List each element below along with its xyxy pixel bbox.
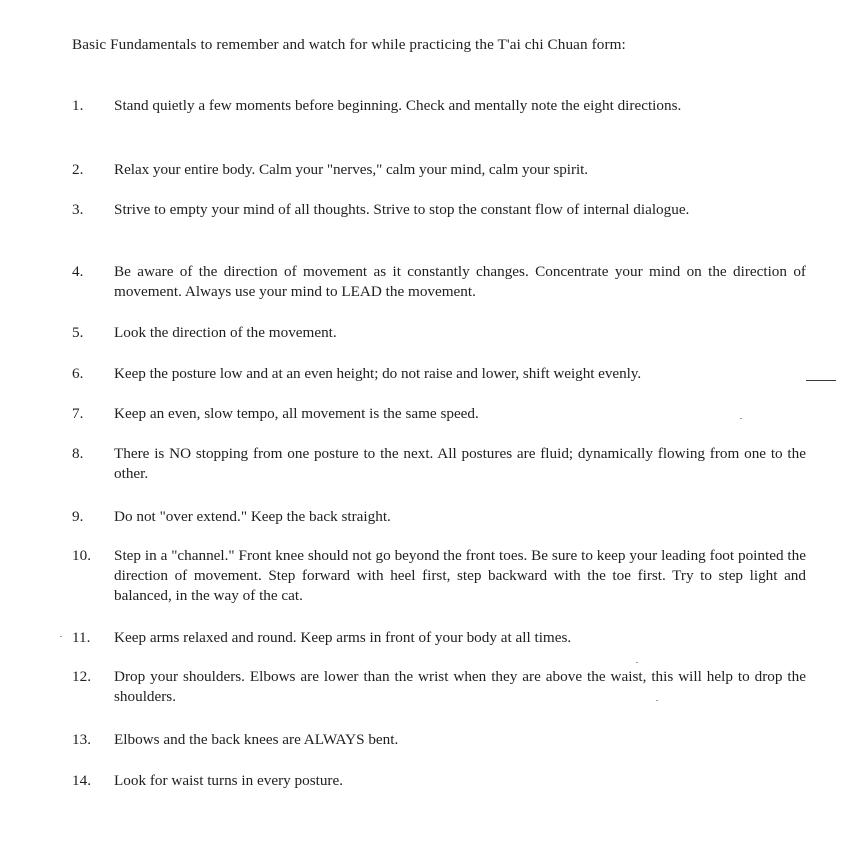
stray-pen-mark bbox=[806, 380, 836, 381]
document-heading: Basic Fundamentals to remember and watch for while practicing the T'ai chi Chuan form: bbox=[72, 36, 626, 53]
item-number: 6. bbox=[72, 365, 84, 382]
item-text: Step in a "channel." Front knee should not go beyond the front toes. Be sure to keep your leading foot pointed the direction of movement. Step forward with heel first, step backward with the toe first. Try to step light and balanced, in the way of the cat. bbox=[114, 547, 806, 604]
item-text: Look the direction of the movement. bbox=[114, 324, 337, 341]
scan-speck bbox=[636, 662, 638, 663]
item-text: Look for waist turns in every posture. bbox=[114, 772, 344, 789]
item-text: Be aware of the direction of movement as it constantly changes. Concentrate your mind on the direction of movement. Always use your mind to LEAD the movement. bbox=[114, 263, 806, 300]
item-number: 12. bbox=[72, 668, 91, 685]
item-text: Keep the posture low and at an even height; do not raise and lower, shift weight evenly. bbox=[114, 365, 642, 382]
item-text: Do not "over extend." Keep the back straight. bbox=[114, 508, 391, 525]
item-number: 8. bbox=[72, 445, 84, 462]
item-number: 11. bbox=[72, 629, 91, 646]
scan-speck bbox=[656, 700, 658, 701]
item-text: Keep an even, slow tempo, all movement is the same speed. bbox=[114, 405, 479, 422]
scan-speck bbox=[60, 636, 62, 637]
item-number: 3. bbox=[72, 201, 84, 218]
item-text: Stand quietly a few moments before beginning. Check and mentally note the eight directions. bbox=[114, 97, 682, 114]
item-number: 7. bbox=[72, 405, 84, 422]
item-number: 13. bbox=[72, 731, 91, 748]
scan-speck bbox=[740, 418, 742, 419]
item-number: 14. bbox=[72, 772, 91, 789]
item-number: 5. bbox=[72, 324, 84, 341]
item-text: Relax your entire body. Calm your "nerves," calm your mind, calm your spirit. bbox=[114, 161, 589, 178]
item-text: There is NO stopping from one posture to the next. All postures are fluid; dynamically flowing from one to the other. bbox=[114, 445, 806, 482]
item-text: Elbows and the back knees are ALWAYS bent. bbox=[114, 731, 399, 748]
item-number: 10. bbox=[72, 547, 91, 564]
item-number: 1. bbox=[72, 97, 84, 114]
item-number: 4. bbox=[72, 263, 84, 280]
item-number: 9. bbox=[72, 508, 84, 525]
item-text: Keep arms relaxed and round. Keep arms in front of your body at all times. bbox=[114, 629, 572, 646]
item-text: Strive to empty your mind of all thoughts. Strive to stop the constant flow of internal dialogue. bbox=[114, 201, 690, 218]
item-number: 2. bbox=[72, 161, 84, 178]
item-text: Drop your shoulders. Elbows are lower than the wrist when they are above the waist, this will help to drop the shoulders. bbox=[114, 668, 806, 705]
